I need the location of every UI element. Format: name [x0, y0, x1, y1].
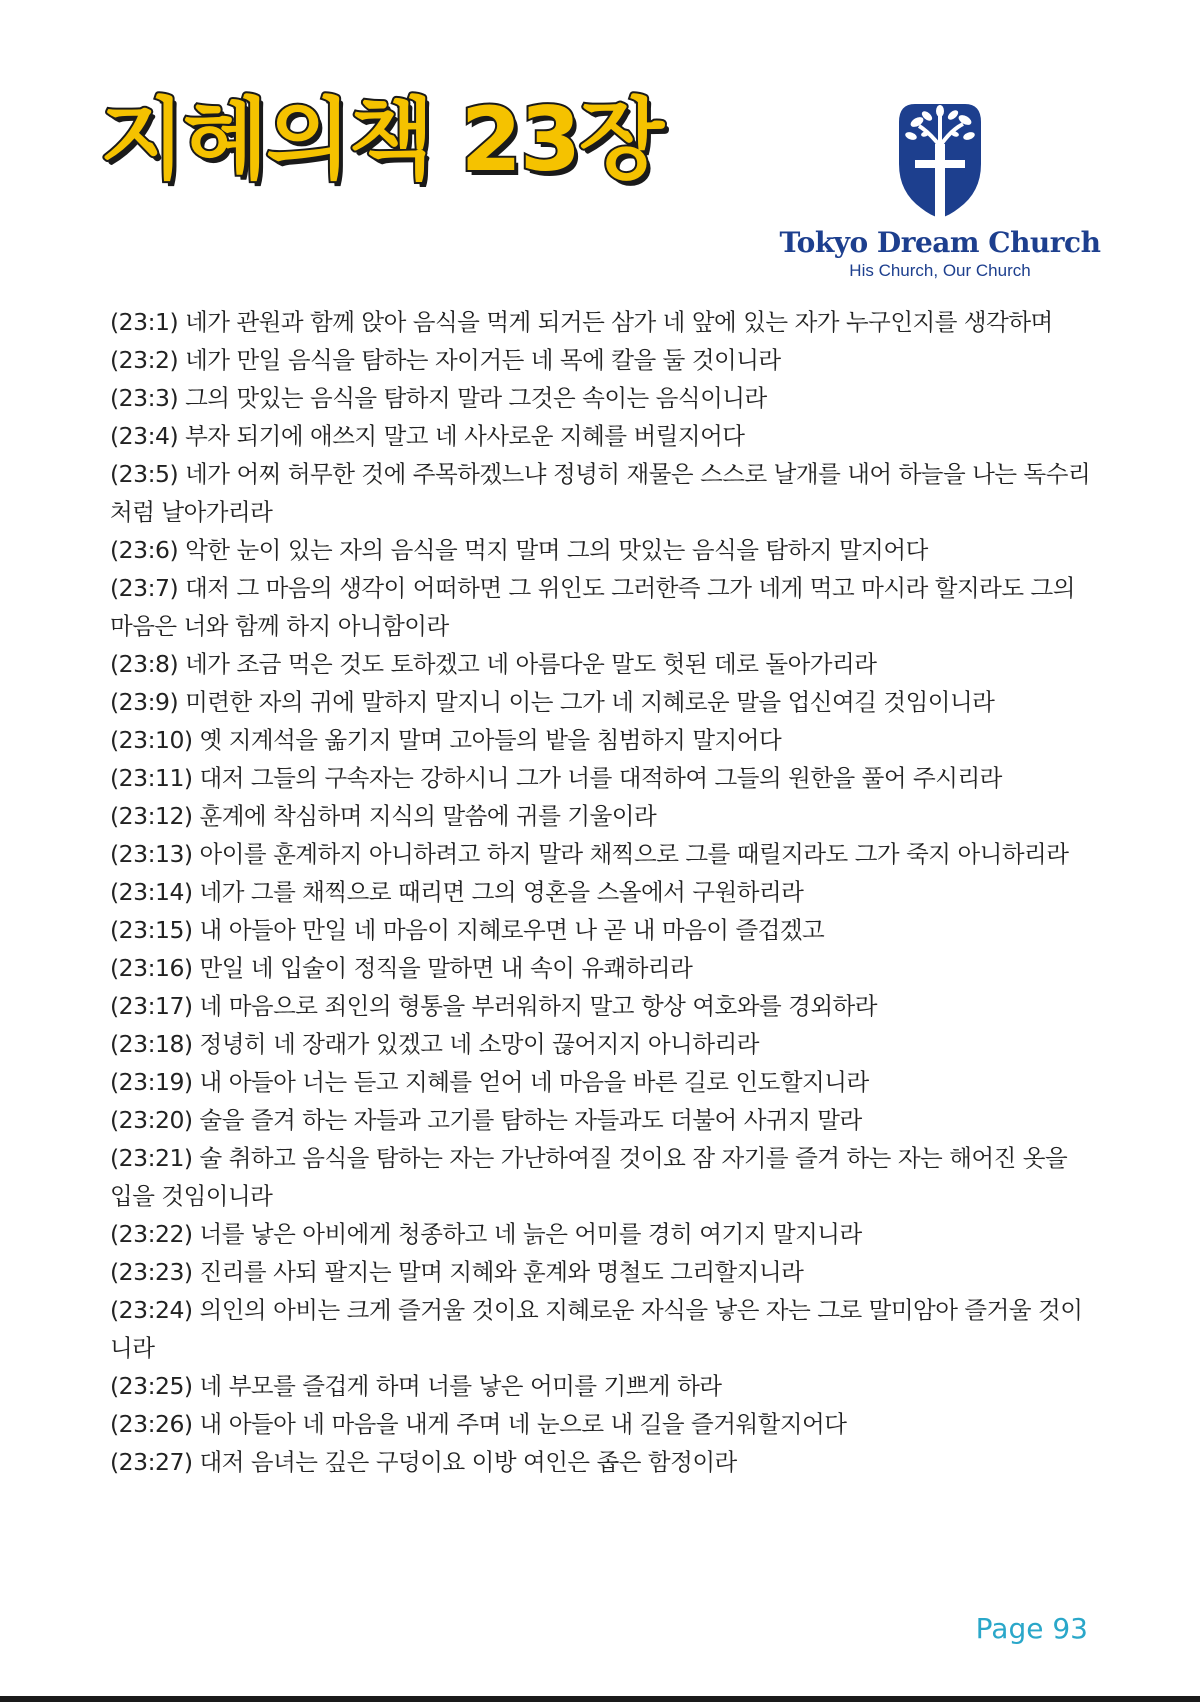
church-name: Tokyo Dream Church [779, 226, 1101, 259]
verse: (23:18) 정녕히 네 장래가 있겠고 네 소망이 끊어지지 아니하리라 [110, 1030, 759, 1058]
church-tagline: His Church, Our Church [849, 261, 1031, 280]
verse: (23:7) 대저 그 마음의 생각이 어떠하면 그 위인도 그러한즉 그가 네게 먹고 마시라 할지라도 그의 마음은 너와 함께 하지 아니함이라 [110, 574, 1075, 640]
verse: (23:9) 미련한 자의 귀에 말하지 말지니 이는 그가 네 지혜로운 말을 업신여길 것임이니라 [110, 688, 995, 716]
verse: (23:23) 진리를 사되 팔지는 말며 지혜와 훈계와 명철도 그리할지니라 [110, 1258, 804, 1286]
verse: (23:11) 대저 그들의 구속자는 강하시니 그가 너를 대적하여 그들의 원한을 풀어 주시리라 [110, 764, 1002, 792]
verse: (23:14) 네가 그를 채찍으로 때리면 그의 영혼을 스올에서 구원하리라 [110, 878, 804, 906]
verse: (23:15) 내 아들아 만일 네 마음이 지혜로우면 나 곧 내 마음이 즐겁겠고 [110, 916, 825, 944]
page-number: Page 93 [975, 1612, 1088, 1645]
verse: (23:4) 부자 되기에 애쓰지 말고 네 사사로운 지혜를 버릴지어다 [110, 422, 745, 450]
church-logo [770, 100, 1110, 281]
verse: (23:5) 네가 어찌 허무한 것에 주목하겠느냐 정녕히 재물은 스스로 날개를 내어 하늘을 나는 독수리처럼 날아가리라 [110, 460, 1091, 526]
verse: (23:2) 네가 만일 음식을 탐하는 자이거든 네 목에 칼을 둘 것이니라 [110, 346, 781, 374]
verse: (23:26) 내 아들아 네 마음을 내게 주며 네 눈으로 내 길을 즐거워할지어다 [110, 1410, 847, 1438]
verse: (23:8) 네가 조금 먹은 것도 토하겠고 네 아름다운 말도 헛된 데로 돌아가리라 [110, 650, 877, 678]
verse: (23:20) 술을 즐겨 하는 자들과 고기를 탐하는 자들과도 더불어 사귀지 말라 [110, 1106, 862, 1134]
verse-list [110, 303, 1095, 1481]
verse: (23:19) 내 아들아 너는 듣고 지혜를 얻어 네 마음을 바른 길로 인도할지니라 [110, 1068, 869, 1096]
verse: (23:16) 만일 네 입술이 정직을 말하면 내 속이 유쾌하리라 [110, 954, 693, 982]
verse: (23:1) 네가 관원과 함께 앉아 음식을 먹게 되거든 삼가 네 앞에 있는 자가 누구인지를 생각하며 [110, 308, 1053, 336]
verse: (23:10) 옛 지계석을 옮기지 말며 고아들의 밭을 침범하지 말지어다 [110, 726, 782, 754]
verse: (23:22) 너를 낳은 아비에게 청종하고 네 늙은 어미를 경히 여기지 말지니라 [110, 1220, 862, 1248]
verse: (23:12) 훈계에 착심하며 지식의 말씀에 귀를 기울이라 [110, 802, 657, 830]
verse: (23:21) 술 취하고 음식을 탐하는 자는 가난하여질 것이요 잠 자기를 즐겨 하는 자는 해어진 옷을 입을 것임이니라 [110, 1144, 1068, 1210]
verse: (23:24) 의인의 아비는 크게 즐거울 것이요 지혜로운 자식을 낳은 자는 그로 말미암아 즐거울 것이니라 [110, 1296, 1083, 1362]
verse: (23:27) 대저 음녀는 깊은 구덩이요 이방 여인은 좁은 함정이라 [110, 1448, 737, 1476]
verse: (23:17) 네 마음으로 죄인의 형통을 부러워하지 말고 항상 여호와를 경외하라 [110, 992, 877, 1020]
verse: (23:3) 그의 맛있는 음식을 탐하지 말라 그것은 속이는 음식이니라 [110, 384, 767, 412]
bottom-border [0, 1696, 1200, 1702]
verse: (23:25) 네 부모를 즐겁게 하며 너를 낳은 어미를 기쁘게 하라 [110, 1372, 722, 1400]
tree-cross-icon [885, 100, 995, 220]
page-title: 지혜의책 23장 [100, 88, 663, 191]
verse: (23:13) 아이를 훈계하지 아니하려고 하지 말라 채찍으로 그를 때릴지라도 그가 죽지 아니하리라 [110, 840, 1069, 868]
verse: (23:6) 악한 눈이 있는 자의 음식을 먹지 말며 그의 맛있는 음식을 탐하지 말지어다 [110, 536, 928, 564]
